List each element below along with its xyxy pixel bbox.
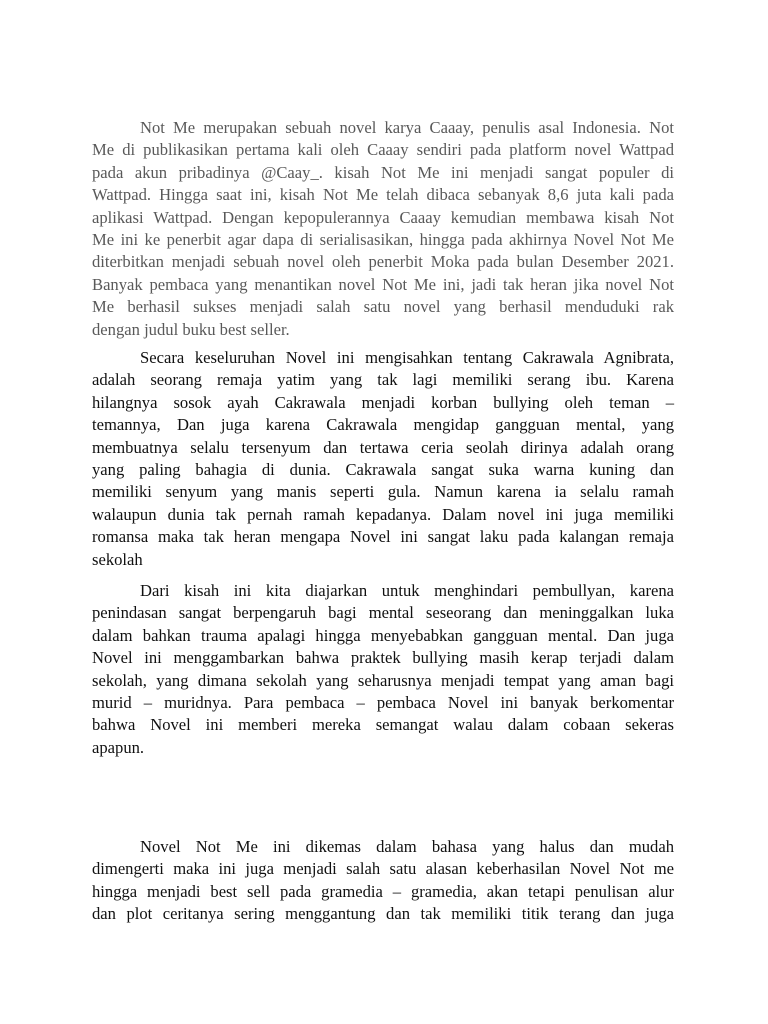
paragraph-line: dan plot ceritanya sering menggantung dan tak memiliki titik terang dan juga: [92, 904, 674, 924]
paragraph-line: Wattpad. Hingga saat ini, kisah Not Me telah dibaca sebanyak 8,6 juta kali pada: [92, 185, 674, 205]
paragraph-1: [92, 117, 674, 341]
paragraph-line: hilangnya sosok ayah Cakrawala menjadi korban bullying oleh teman –: [92, 392, 674, 412]
paragraph-line: pada akun pribadinya @Caay_. kisah Not Me ini menjadi sangat populer di: [92, 162, 674, 182]
paragraph-line: adalah seorang remaja yatim yang tak lagi memiliki serang ibu. Karena: [92, 370, 674, 390]
paragraph-line: romansa maka tak heran mengapa Novel ini sangat laku pada kalangan remaja: [92, 527, 674, 547]
paragraph-line: aplikasi Wattpad. Dengan kepopulerannya Caaay kemudian membawa kisah Not: [92, 207, 674, 227]
paragraph-line: Dari kisah ini kita diajarkan untuk menghindari pembullyan, karena: [140, 581, 674, 600]
paragraph-line: Novel ini menggambarkan bahwa praktek bullying masih kerap terjadi dalam: [92, 648, 674, 668]
paragraph-line: Banyak pembaca yang menantikan novel Not Me ini, jadi tak heran jika novel Not: [92, 274, 674, 294]
paragraph-line: dengan judul buku best seller.: [92, 319, 290, 339]
paragraph-line: yang paling bahagia di dunia. Cakrawala sangat suka warna kuning dan: [92, 460, 674, 480]
paragraph-line: sekolah, yang dimana sekolah yang seharusnya menjadi tempat yang aman bagi: [92, 670, 674, 690]
paragraph-line: Me berhasil sukses menjadi salah satu novel yang berhasil menduduki rak: [92, 297, 674, 317]
paragraph-line: sekolah: [92, 549, 143, 569]
paragraph-line: hingga menjadi best sell pada gramedia – gramedia, akan tetapi penulisan alur: [92, 881, 674, 901]
paragraph-line: apapun.: [92, 737, 145, 757]
paragraph-line: Secara keseluruhan Novel ini mengisahkan tentang Cakrawala Agnibrata,: [140, 348, 674, 367]
paragraph-line: bahwa Novel ini memberi mereka semangat walau dalam cobaan sekeras: [92, 715, 674, 735]
paragraph-line: penindasan sangat berpengaruh bagi mental seseorang dan meninggalkan luka: [92, 603, 674, 623]
paragraph-line: Me di publikasikan pertama kali oleh Caaay sendiri pada platform novel Wattpad: [92, 140, 674, 160]
paragraph-2: [92, 347, 674, 571]
paragraph-line: dimengerti maka ini juga menjadi salah satu alasan keberhasilan Novel Not me: [92, 859, 674, 879]
paragraph-line: Not Me merupakan sebuah novel karya Caaay, penulis asal Indonesia. Not: [140, 118, 674, 137]
paragraph-line: murid – muridnya. Para pembaca – pembaca Novel ini banyak berkomentar: [92, 693, 674, 713]
paragraph-line: membuatnya selalu tersenyum dan tertawa ceria seolah dirinya adalah orang: [92, 437, 674, 457]
paragraph-line: dalam bahkan trauma apalagi hingga menyebabkan gangguan mental. Dan juga: [92, 625, 674, 645]
paragraph-line: Me ini ke penerbit agar dapa di serialisasikan, hingga pada akhirnya Novel Not Me: [92, 230, 674, 250]
paragraph-4: [92, 836, 674, 926]
paragraph-line: temannya, Dan juga karena Cakrawala mengidap gangguan mental, yang: [92, 415, 674, 435]
paragraph-line: Novel Not Me ini dikemas dalam bahasa yang halus dan mudah: [140, 837, 674, 856]
paragraph-line: walaupun dunia tak pernah ramah kepadanya. Dalam novel ini juga memiliki: [92, 504, 674, 524]
paragraph-line: diterbitkan menjadi sebuah novel oleh penerbit Moka pada bulan Desember 2021.: [92, 252, 674, 272]
paragraph-line: memiliki senyum yang manis seperti gula. Namun karena ia selalu ramah: [92, 482, 674, 502]
paragraph-3: [92, 580, 674, 759]
